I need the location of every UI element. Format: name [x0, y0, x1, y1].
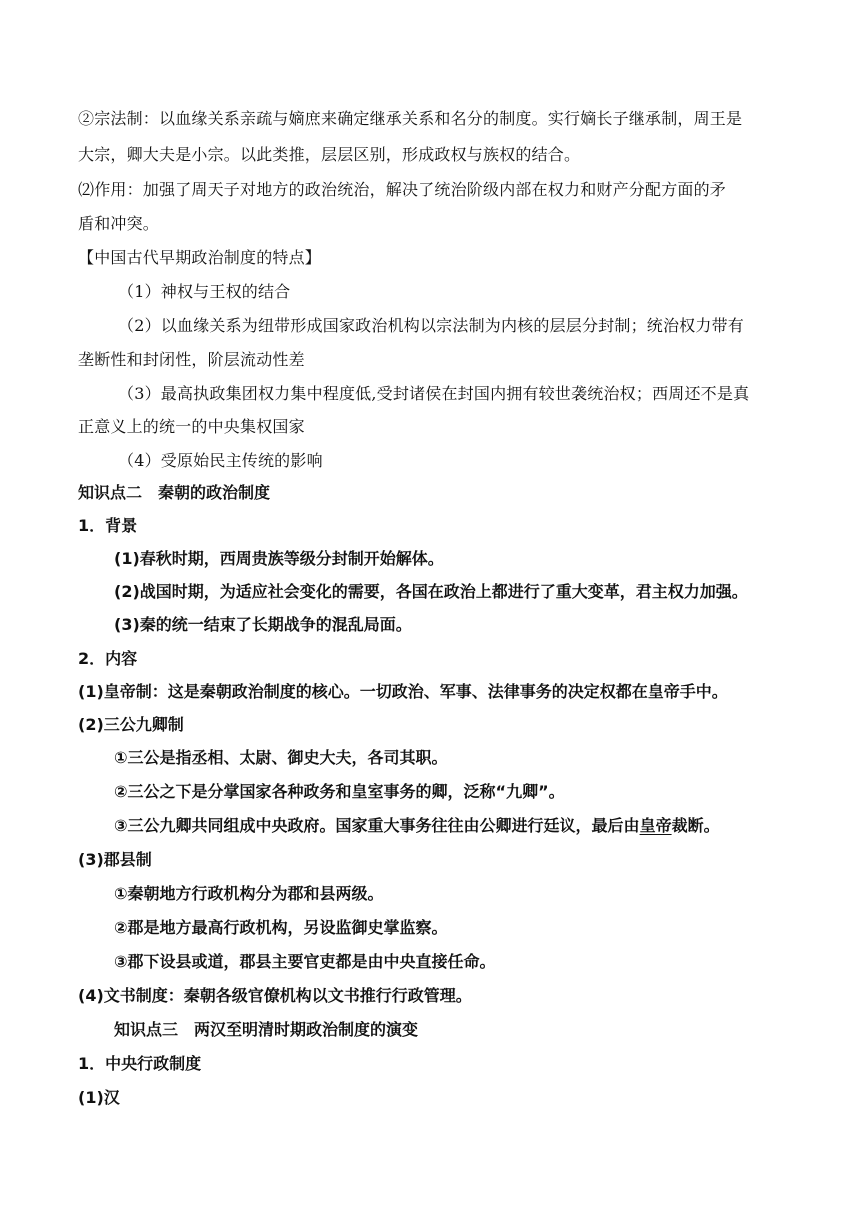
- feature-item-1: （1）神权与王权的结合: [118, 282, 291, 301]
- content-document-system: (4)文书制度：秦朝各级官僚机构以文书推行行政管理。: [78, 986, 472, 1005]
- paragraph-zongfa-line1: ②宗法制：以血缘关系亲疏与嫡庶来确定继承关系和名分的制度。实行嫡长子继承制，周王是: [78, 109, 743, 128]
- three-dukes-item-3: [114, 815, 720, 837]
- three-dukes-item-3-end: 裁断。: [671, 816, 720, 835]
- background-heading: 1．背景: [78, 516, 138, 535]
- central-admin-heading: 1．中央行政制度: [78, 1054, 202, 1073]
- content-three-dukes-heading: (2)三公九卿制: [78, 715, 184, 734]
- content-heading: 2．内容: [78, 649, 138, 668]
- content-commandery-heading: (3)郡县制: [78, 850, 152, 869]
- knowledge-point-3-heading: 知识点三 两汉至明清时期政治制度的演变: [114, 1020, 419, 1039]
- three-dukes-item-2: ②三公之下是分掌国家各种政务和皇室事务的卿，泛称“九卿”。: [114, 782, 565, 801]
- background-item-2: (2)战国时期，为适应社会变化的需要，各国在政治上都进行了重大变革，君主权力加强。: [114, 582, 748, 601]
- commandery-item-1: ①秦朝地方行政机构分为郡和县两级。: [114, 884, 384, 903]
- emperor-underlined-text: 皇帝: [639, 816, 672, 835]
- background-item-3: (3)秦的统一结束了长期战争的混乱局面。: [114, 615, 412, 634]
- paragraph-effect-line1: ⑵作用：加强了周天子对地方的政治统治，解决了统治阶级内部在权力和财产分配方面的矛: [78, 180, 727, 199]
- content-emperor-system: (1)皇帝制：这是秦朝政治制度的核心。一切政治、军事、法律事务的决定权都在皇帝手中。: [78, 682, 728, 701]
- background-item-1: (1)春秋时期，西周贵族等级分封制开始解体。: [114, 549, 444, 568]
- paragraph-zongfa-line2: 大宗，卿大夫是小宗。以此类推，层层区别，形成政权与族权的结合。: [78, 145, 581, 164]
- paragraph-effect-line2: 盾和冲突。: [78, 214, 160, 233]
- feature-item-2-line1: （2）以血缘关系为纽带形成国家政治机构以宗法制为内核的层层分封制；统治权力带有: [118, 316, 744, 335]
- feature-item-3-line2: 正意义上的统一的中央集权国家: [78, 417, 305, 436]
- commandery-item-2: ②郡是地方最高行政机构，另设监御史掌监察。: [114, 918, 448, 937]
- knowledge-point-2-heading: 知识点二 秦朝的政治制度: [78, 483, 271, 502]
- feature-item-2-line2: 垄断性和封闭性，阶层流动性差: [78, 350, 305, 369]
- section-heading-features: 【中国古代早期政治制度的特点】: [78, 248, 322, 267]
- commandery-item-3: ③郡下设县或道，郡县主要官吏都是由中央直接任命。: [114, 952, 496, 971]
- three-dukes-item-1: ①三公是指丞相、太尉、御史大夫，各司其职。: [114, 748, 448, 767]
- han-heading: (1)汉: [78, 1088, 120, 1107]
- feature-item-3-line1: （3）最高执政集团权力集中程度低,受封诸侯在封国内拥有较世袭统治权；西周还不是真: [118, 384, 750, 403]
- feature-item-4: （4）受原始民主传统的影响: [118, 451, 323, 470]
- three-dukes-item-3-text: ③三公九卿共同组成中央政府。国家重大事务往往由公卿进行廷议，最后由: [114, 816, 640, 835]
